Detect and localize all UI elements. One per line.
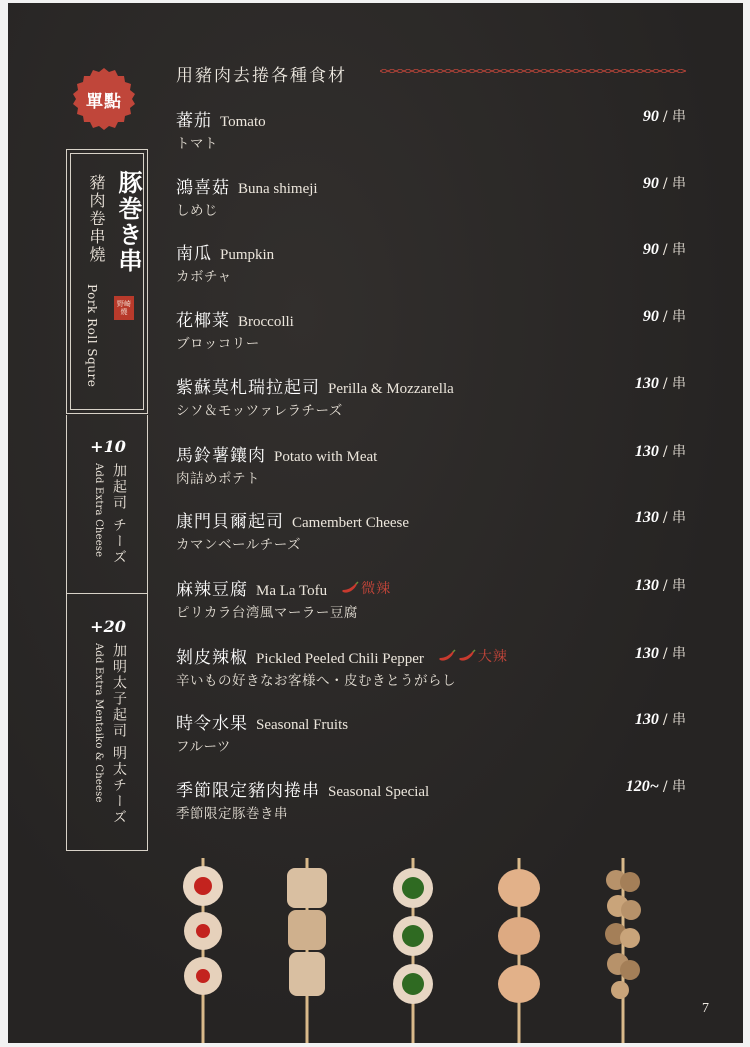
item-name-zh: 時令水果	[176, 714, 248, 734]
addon-cheese-en: Add Extra Cheese	[93, 463, 104, 558]
item-price: 90 / 串	[642, 241, 686, 258]
category-title: 豚巻き串	[114, 170, 143, 274]
item-price: 130 / 串	[634, 509, 686, 526]
spicy-label: 大辣	[477, 649, 508, 665]
menu-item	[176, 575, 686, 631]
item-name-en: Ma La Tofu	[256, 583, 328, 599]
chili-pepper-icon	[341, 581, 359, 595]
spicy-label: 微辣	[361, 581, 392, 597]
zigzag-divider	[380, 69, 686, 73]
item-name-jp: シソ＆モッツァレラチーズ	[176, 403, 343, 419]
item-name-en: Pumpkin	[220, 247, 275, 263]
item-name-zh: 康門貝爾起司	[176, 512, 284, 532]
shimeji-skewer-image	[282, 858, 332, 1043]
addon-cheese-jp: 加起司 チーズ	[111, 463, 127, 566]
addon-mentaiko-jp: 加明太子起司 明太チーズ	[111, 643, 127, 826]
addon-mentaiko-en: Add Extra Mentaiko & Cheese	[93, 643, 104, 803]
item-name-zh: 鴻喜菇	[176, 178, 230, 198]
section-title: 用豬肉去捲各種食材	[176, 66, 347, 86]
item-name-zh: 季節限定豬肉捲串	[176, 781, 320, 801]
item-price: 90 / 串	[642, 108, 686, 125]
item-name-en: Pickled Peeled Chili Pepper	[256, 651, 424, 667]
item-name-en: Buna shimeji	[238, 181, 318, 197]
addon-mentaiko-price: +20	[90, 617, 126, 636]
chili-pepper-icon	[458, 649, 476, 663]
spicy-indicator	[438, 646, 508, 666]
item-price: 130 / 串	[634, 443, 686, 460]
item-name-zh: 蕃茄	[176, 111, 212, 131]
item-name-en: Broccolli	[238, 314, 294, 330]
item-name-zh: 剝皮辣椒	[176, 648, 248, 668]
item-price: 130 / 串	[634, 645, 686, 662]
category-english-title: Pork Roll Squre	[85, 284, 99, 388]
spicy-indicator	[341, 578, 391, 598]
menu-item	[176, 441, 686, 497]
menu-item	[176, 643, 686, 699]
tomato-skewer-image	[178, 858, 228, 1043]
item-price: 90 / 串	[642, 175, 686, 192]
item-price: 90 / 串	[642, 308, 686, 325]
item-name-jp: ピリカラ台湾風マーラー豆腐	[176, 605, 358, 621]
broccoli-skewer-image	[388, 858, 438, 1043]
addons-box	[66, 415, 148, 851]
menu-item	[176, 106, 686, 162]
item-price: 130 / 串	[634, 375, 686, 392]
item-name-en: Perilla & Mozzarella	[328, 381, 454, 397]
item-name-en: Camembert Cheese	[292, 515, 410, 531]
item-name-jp: フルーツ	[176, 739, 231, 755]
item-name-en: Potato with Meat	[274, 449, 378, 465]
badge-label: 單點	[86, 91, 122, 112]
item-name-jp: 季節限定豚巻き串	[176, 806, 288, 822]
item-name-zh: 花椰菜	[176, 311, 230, 331]
addons-divider	[67, 593, 147, 594]
menu-item	[176, 709, 686, 765]
item-name-zh: 馬鈴薯鑲肉	[176, 446, 266, 466]
item-name-en: Seasonal Fruits	[256, 717, 349, 733]
menu-item	[176, 507, 686, 563]
item-price: 120~ / 串	[625, 778, 686, 795]
category-subtitle: 豬肉卷串燒	[87, 174, 106, 264]
pumpkin-skewer-image	[494, 858, 544, 1043]
menu-item	[176, 373, 686, 429]
menu-item	[176, 173, 686, 229]
item-name-jp: しめじ	[176, 203, 218, 219]
seal-stamp: 野崎燒	[114, 296, 134, 320]
menu-item	[176, 239, 686, 295]
item-name-jp: 肉詰めポテト	[176, 471, 260, 487]
item-name-jp: カボチャ	[176, 269, 232, 285]
item-name-jp: 辛いもの好きなお客様へ・皮むきとうがらし	[176, 673, 456, 689]
item-price: 130 / 串	[634, 711, 686, 728]
item-name-en: Tomato	[220, 114, 266, 130]
page-number: 7	[702, 1001, 709, 1016]
item-name-jp: ブロッコリー	[176, 336, 260, 352]
addon-cheese-price: +10	[90, 437, 126, 456]
item-name-zh: 麻辣豆腐	[176, 580, 248, 600]
menu-item	[176, 306, 686, 362]
chili-pepper-icon	[438, 649, 456, 663]
item-name-zh: 南瓜	[176, 244, 212, 264]
item-price: 130 / 串	[634, 577, 686, 594]
item-name-zh: 紫蘇莫札瑞拉起司	[176, 378, 320, 398]
mushroom-skewer-image	[598, 858, 648, 1043]
item-name-en: Seasonal Special	[328, 784, 430, 800]
category-title-box	[66, 149, 148, 414]
menu-item	[176, 776, 686, 832]
single-order-badge	[72, 67, 136, 131]
menu-page	[8, 3, 743, 1043]
item-name-jp: カマンベールチーズ	[176, 537, 302, 553]
item-name-jp: トマト	[176, 136, 218, 152]
